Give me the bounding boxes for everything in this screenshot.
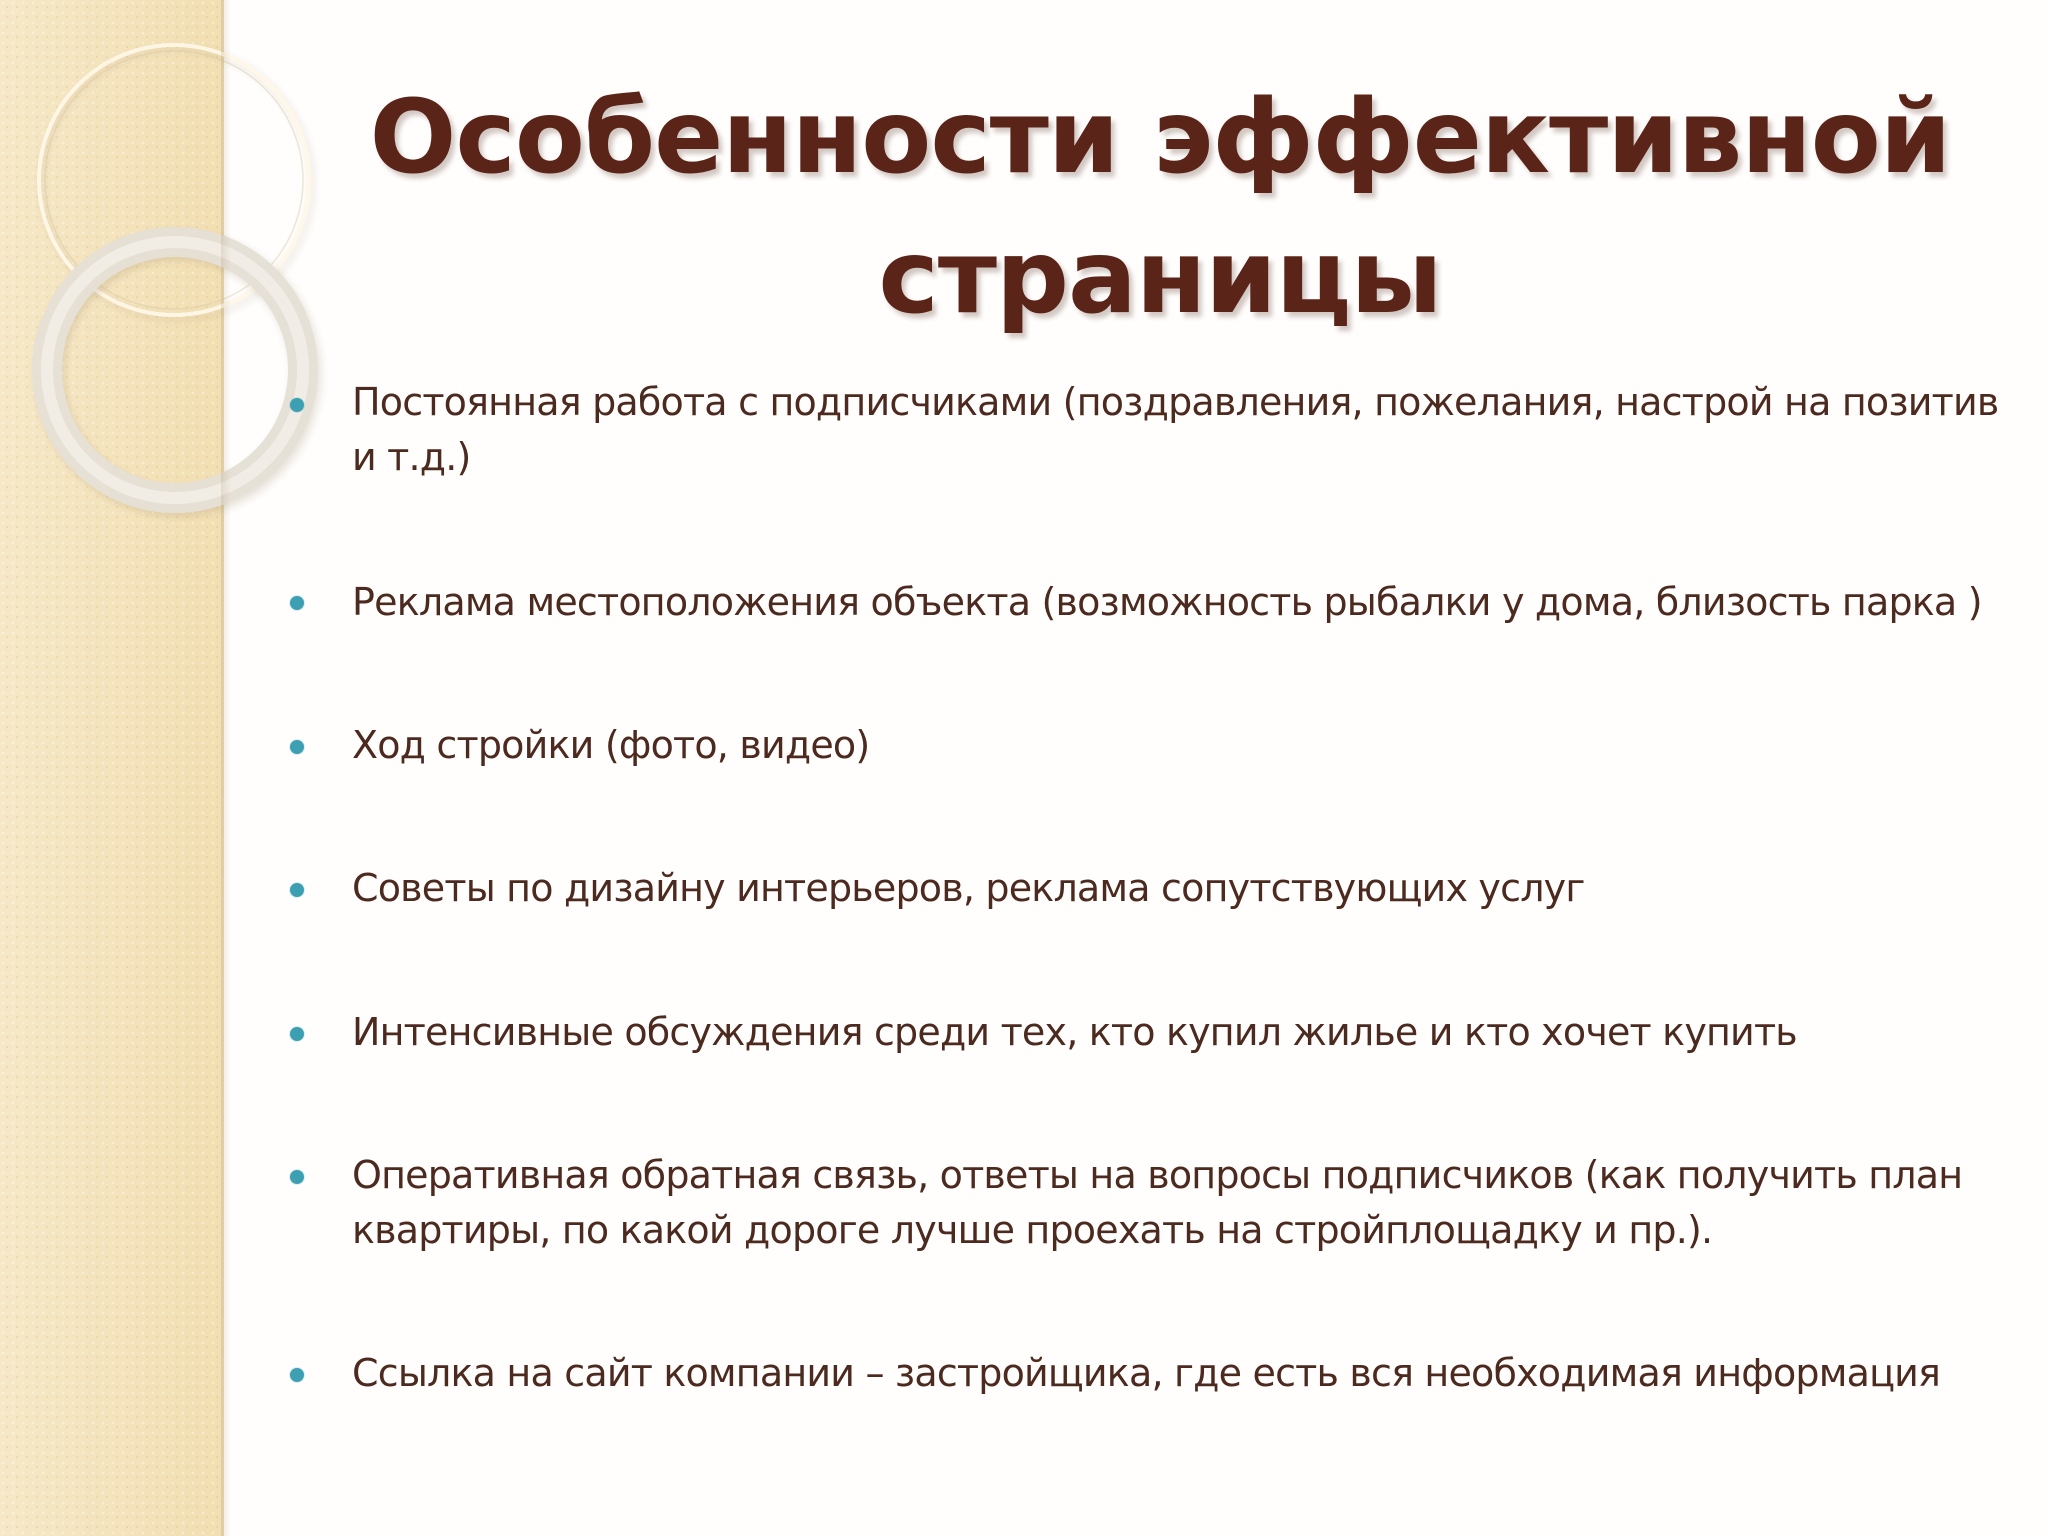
bullet-dot-icon [290, 1368, 304, 1382]
bullet-item-4: Советы по дизайну интерьеров, реклама сопутствующих услуг [352, 866, 1585, 910]
bullet-dot-icon [290, 1170, 304, 1184]
bullet-item-6: Оперативная обратная связь, ответы на вопросы подписчиков (как получить план квартиры, по какой дороге лучше проехать на стройплощадку и пр.). [352, 1153, 1963, 1252]
bullet-dot-icon [290, 398, 304, 412]
slide-title-line-1: Особенности эффективной [369, 78, 1951, 197]
bullet-dot-icon [290, 883, 304, 897]
textured-sidebar [0, 0, 224, 1536]
bullet-item-5: Интенсивные обсуждения среди тех, кто купил жилье и кто хочет купить [352, 1010, 1797, 1054]
decorative-rings-icon [0, 0, 260, 520]
bullet-dot-icon [290, 596, 304, 610]
slide-title [360, 68, 1960, 348]
bullet-item-7: Ссылка на сайт компании – застройщика, где есть вся необходимая информация [352, 1351, 1941, 1395]
bullet-dot-icon [290, 1027, 304, 1041]
bullet-item-3: Ход стройки (фото, видео) [352, 723, 870, 767]
bullet-dot-icon [290, 740, 304, 754]
slide-title-line-2: страницы [878, 218, 1442, 337]
bullet-item-1: Постоянная работа с подписчиками (поздравления, пожелания, настрой на позитив и т.д.) [352, 380, 1999, 479]
bullet-item-2: Реклама местоположения объекта (возможность рыбалки у дома, близость парка ) [352, 580, 1982, 624]
